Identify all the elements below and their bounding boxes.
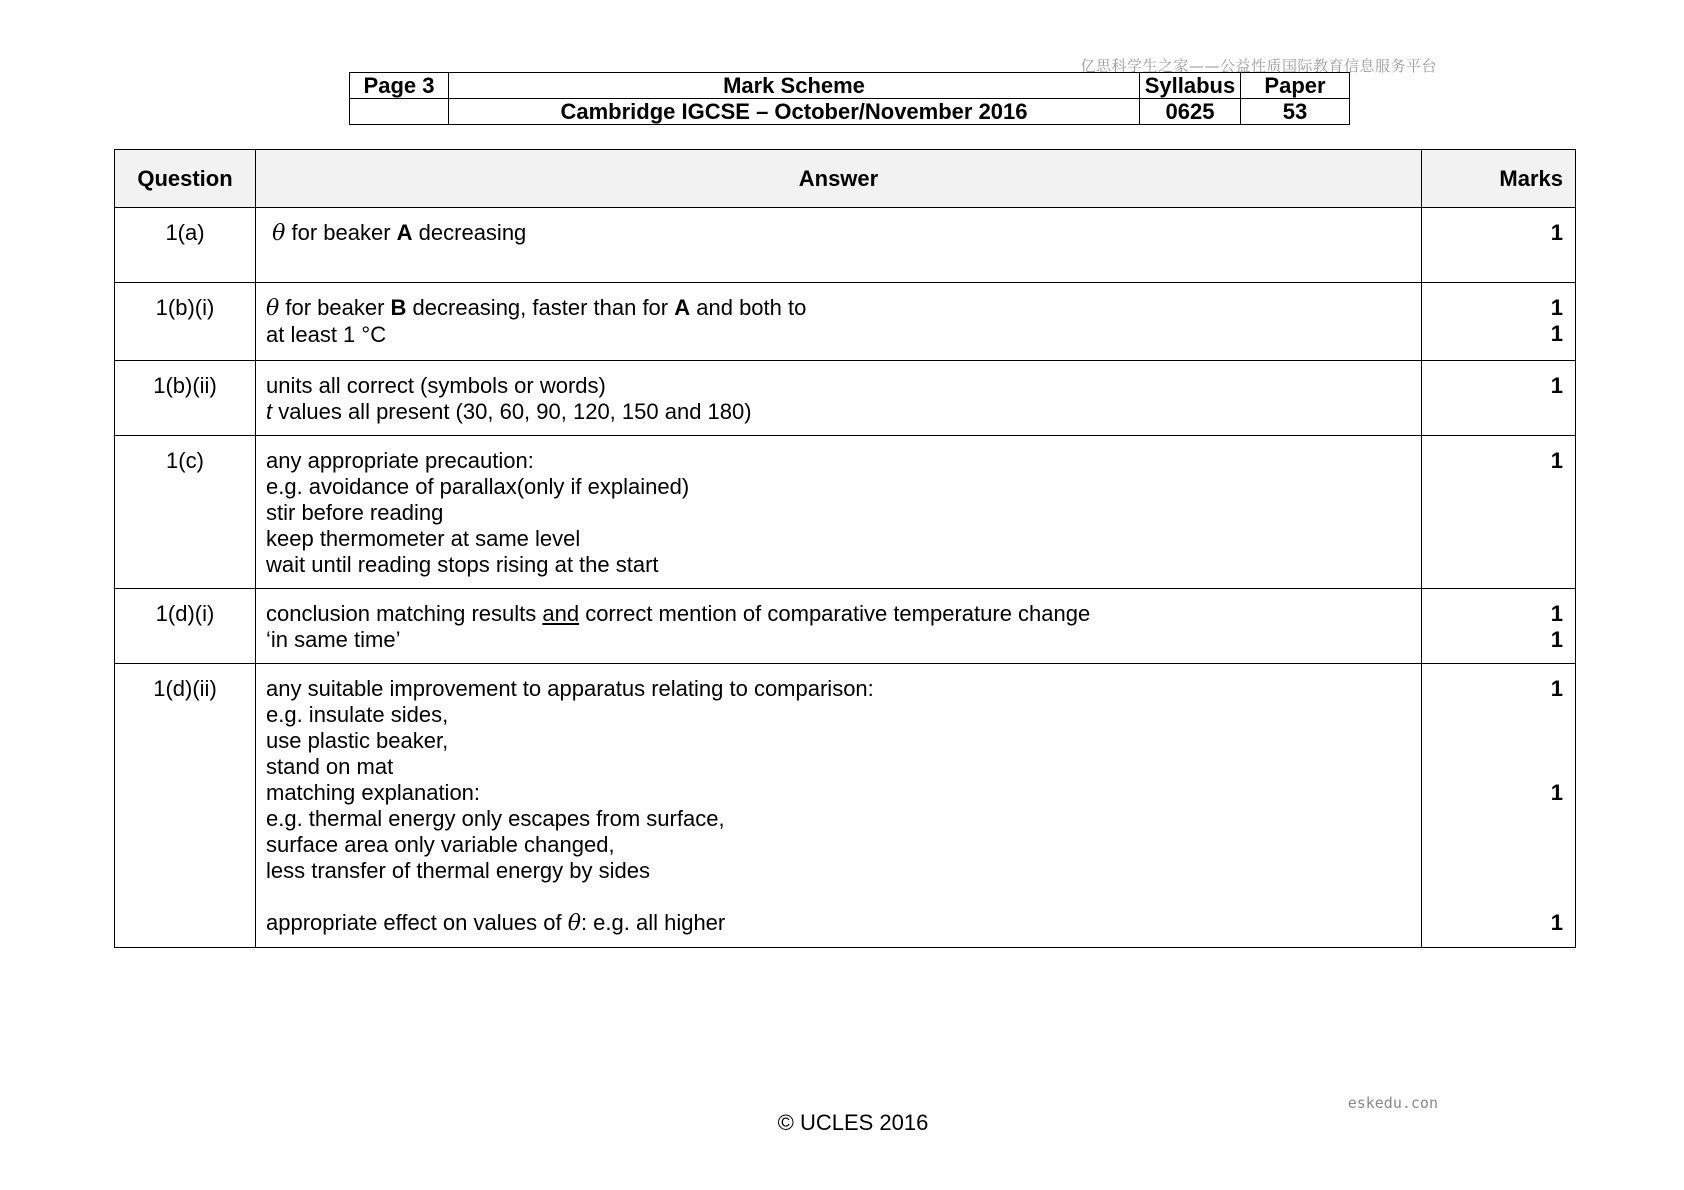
syllabus-code: 0625 xyxy=(1140,99,1241,125)
answer-text: e.g. thermal energy only escapes from surface, xyxy=(266,806,725,831)
mark-value: 1 xyxy=(1550,448,1563,473)
answer-text: any suitable improvement to apparatus relating to comparison: xyxy=(266,676,874,701)
col-answer: Answer xyxy=(256,150,1422,208)
answer-text: units all correct (symbols or words) xyxy=(266,373,606,398)
marks-cell xyxy=(1422,664,1576,948)
marks-cell xyxy=(1422,436,1576,589)
answer-bold: A xyxy=(396,220,413,245)
blank-cell xyxy=(350,99,449,125)
answer-text: and both to xyxy=(690,295,807,320)
answer-text: conclusion matching results xyxy=(266,601,543,626)
answer-text: surface area only variable changed, xyxy=(266,832,615,857)
mark-value: 1 xyxy=(1550,627,1563,652)
table-row xyxy=(115,589,1576,664)
answer-text: stand on mat xyxy=(266,754,394,779)
mark-value: 1 xyxy=(1550,373,1563,398)
table-row xyxy=(115,436,1576,589)
answer-cell xyxy=(256,208,1422,283)
mark-value: 1 xyxy=(1550,220,1563,245)
answer-text: e.g. insulate sides, xyxy=(266,702,449,727)
table-row xyxy=(115,361,1576,436)
answer-text: values all present (30, 60, 90, 120, 150 and 180) xyxy=(272,399,752,424)
answer-italic: t xyxy=(266,399,273,424)
marks-cell xyxy=(1422,361,1576,436)
theta-symbol: θ xyxy=(266,296,280,321)
question-cell: 1(b)(i) xyxy=(115,283,256,361)
table-header-row xyxy=(115,150,1576,208)
answer-text: stir before reading xyxy=(266,500,444,525)
marks-cell xyxy=(1422,589,1576,664)
theta-symbol: θ xyxy=(567,911,581,936)
answer-cell xyxy=(256,436,1422,589)
question-cell: 1(c) xyxy=(115,436,256,589)
answer-text: appropriate effect on values of xyxy=(266,910,568,935)
answer-text: for beaker xyxy=(285,220,397,245)
header-table xyxy=(349,72,1350,125)
footer-copyright: © UCLES 2016 xyxy=(777,1110,929,1135)
table-row xyxy=(115,208,1576,283)
mark-value: 1 xyxy=(1550,780,1563,805)
syllabus-label: Syllabus xyxy=(1140,73,1241,99)
answer-text: ‘in same time’ xyxy=(266,627,401,652)
answer-cell xyxy=(256,283,1422,361)
theta-symbol: θ xyxy=(272,221,286,246)
marks-cell xyxy=(1422,208,1576,283)
answer-cell xyxy=(256,664,1422,948)
answer-text: for beaker xyxy=(279,295,391,320)
doc-title: Mark Scheme xyxy=(449,73,1140,99)
answer-text: at least 1 °C xyxy=(266,322,387,347)
paper-label: Paper xyxy=(1241,73,1350,99)
answer-cell xyxy=(256,589,1422,664)
answer-text: : e.g. all higher xyxy=(580,910,726,935)
mark-value: 1 xyxy=(1550,321,1563,346)
question-cell: 1(b)(ii) xyxy=(115,361,256,436)
question-cell: 1(d)(i) xyxy=(115,589,256,664)
mark-value: 1 xyxy=(1550,295,1563,320)
col-question: Question xyxy=(115,150,256,208)
answer-text: use plastic beaker, xyxy=(266,728,449,753)
table-row xyxy=(115,664,1576,948)
answer-underline: and xyxy=(542,601,580,626)
page-number: Page 3 xyxy=(350,73,449,99)
answer-text: any appropriate precaution: xyxy=(266,448,534,473)
answer-text: keep thermometer at same level xyxy=(266,526,581,551)
paper-number: 53 xyxy=(1241,99,1350,125)
mark-value: 1 xyxy=(1550,601,1563,626)
watermark-top: 亿思科学生之家——公益性质国际教育信息服务平台 xyxy=(1080,57,1437,75)
exam-name: Cambridge IGCSE – October/November 2016 xyxy=(449,99,1140,125)
mark-scheme-table xyxy=(114,149,1576,948)
answer-text: less transfer of thermal energy by sides xyxy=(266,858,650,883)
answer-text: decreasing, faster than for xyxy=(406,295,675,320)
question-cell: 1(d)(ii) xyxy=(115,664,256,948)
mark-value: 1 xyxy=(1550,676,1563,701)
answer-bold: A xyxy=(674,295,691,320)
mark-value: 1 xyxy=(1550,910,1563,935)
answer-cell xyxy=(256,361,1422,436)
watermark-bottom: eskedu.con xyxy=(1347,1094,1438,1112)
answer-text: e.g. avoidance of parallax(only if explained) xyxy=(266,474,690,499)
answer-bold: B xyxy=(390,295,407,320)
answer-text: wait until reading stops rising at the start xyxy=(266,552,659,577)
col-marks: Marks xyxy=(1422,150,1576,208)
answer-text: matching explanation: xyxy=(266,780,481,805)
answer-text: decreasing xyxy=(412,220,527,245)
answer-text: correct mention of comparative temperature change xyxy=(579,601,1091,626)
question-cell: 1(a) xyxy=(115,208,256,283)
marks-cell xyxy=(1422,283,1576,361)
table-row xyxy=(115,283,1576,361)
